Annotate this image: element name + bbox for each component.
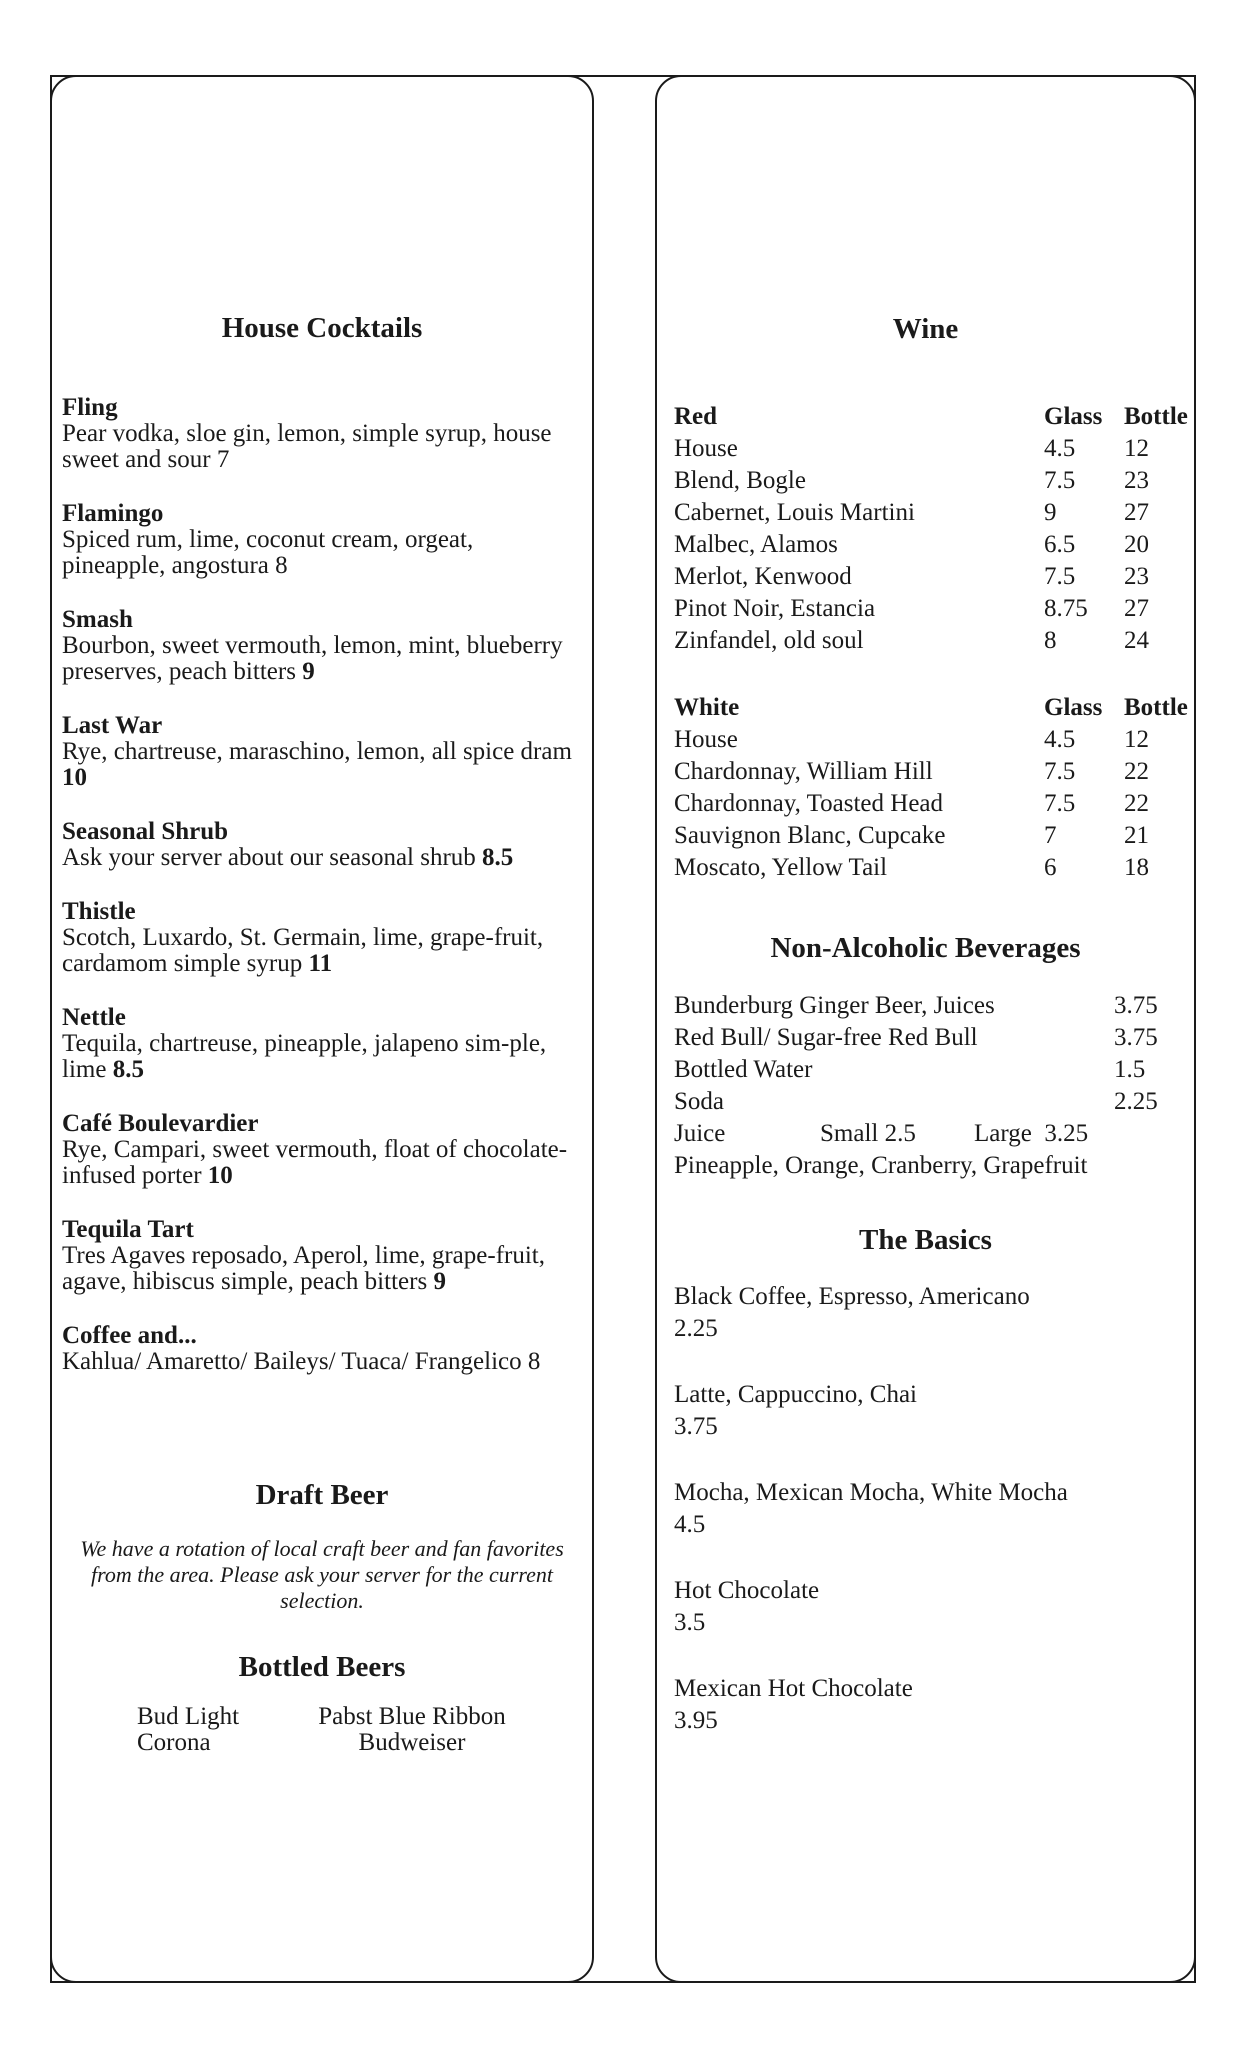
glass-price: 7.5: [1044, 790, 1076, 817]
cocktail-item: [62, 1323, 582, 1375]
bottled-beer-item: Corona: [137, 1729, 211, 1756]
wine-name: Chardonnay, William Hill: [674, 758, 933, 785]
red-wine-row: [674, 465, 1194, 497]
house-cocktails-title: House Cocktails: [221, 312, 423, 344]
cocktail-desc: Rye, chartreuse, maraschino, lemon, all spice dram: [62, 738, 572, 765]
cocktail-name: Café Boulevardier: [62, 1110, 259, 1137]
wine-name: Zinfandel, old soul: [674, 627, 864, 654]
beverage-name: Red Bull/ Sugar-free Red Bull: [674, 1024, 978, 1051]
red-wine-row: [674, 433, 1194, 465]
white-label: White: [674, 694, 740, 721]
juice-row: [674, 1118, 1194, 1150]
juice-label: Juice: [674, 1120, 726, 1147]
cocktail-item: [62, 1217, 582, 1295]
basics-item-name: Black Coffee, Espresso, Americano: [674, 1283, 1030, 1310]
bottle-price: 20: [1124, 531, 1149, 558]
cocktail-name: Thistle: [62, 898, 136, 925]
basics-item-price: 3.95: [674, 1707, 718, 1734]
glass-column-label: Glass: [1044, 694, 1103, 721]
cocktail-name: Nettle: [62, 1004, 126, 1031]
non-alcoholic-row: [674, 1086, 1194, 1118]
basics-item-price: 2.25: [674, 1315, 718, 1342]
cocktail-desc: Kahlua/ Amaretto/ Baileys/ Tuaca/ Frangelico: [62, 1348, 522, 1375]
beverage-name: Bunderburg Ginger Beer, Juices: [674, 992, 995, 1019]
cocktail-item: [62, 899, 582, 977]
red-wine-row: [674, 625, 1194, 657]
bottle-price: 12: [1124, 435, 1149, 462]
basics-item-price: 4.5: [674, 1511, 706, 1538]
bottled-beers-column-1: [137, 1704, 239, 1756]
basics-item-name: Latte, Cappuccino, Chai: [674, 1381, 917, 1408]
cocktail-price: 8: [527, 1348, 541, 1375]
juice-large-price: Large 3.25: [974, 1120, 1089, 1147]
basics-item: [674, 1575, 819, 1639]
red-wine-row: [674, 593, 1194, 625]
beverage-price: 2.25: [1114, 1088, 1158, 1115]
cocktail-name: Flamingo: [62, 500, 164, 527]
cocktail-name: Smash: [62, 606, 133, 633]
glass-price: 6.5: [1044, 531, 1076, 558]
cocktail-price: 9: [433, 1268, 446, 1295]
wine-name: Malbec, Alamos: [674, 531, 838, 558]
red-wine-header-row: [674, 401, 1194, 433]
non-alcoholic-title: Non-Alcoholic Beverages: [770, 932, 1081, 964]
juice-flavors: Pineapple, Orange, Cranberry, Grapefruit: [674, 1152, 1088, 1179]
basics-item: [674, 1477, 1068, 1541]
glass-price: 7: [1044, 822, 1057, 849]
cocktail-name: Coffee and...: [62, 1322, 197, 1349]
cocktail-item: [62, 1005, 582, 1083]
bottled-beers-column-2: [292, 1704, 532, 1756]
white-wine-header-row: [674, 692, 1194, 724]
bottle-price: 22: [1124, 758, 1149, 785]
white-wine-row: [674, 788, 1194, 820]
glass-price: 4.5: [1044, 435, 1076, 462]
bottled-beer-item: Pabst Blue Ribbon: [318, 1703, 506, 1730]
red-wine-row: [674, 561, 1194, 593]
cocktail-name: Fling: [62, 394, 118, 421]
cocktail-desc: Bourbon, sweet vermouth, lemon, mint, blueberry preserves, peach bitters: [62, 632, 563, 685]
bottle-price: 21: [1124, 822, 1149, 849]
cocktail-name: Last War: [62, 712, 163, 739]
cocktail-price: 8: [275, 552, 288, 579]
wine-name: House: [674, 726, 738, 753]
white-wine-row: [674, 724, 1194, 756]
cocktail-desc: Tres Agaves reposado, Aperol, lime, grape-fruit, agave, hibiscus simple, peach bitters: [62, 1242, 545, 1295]
bottle-price: 27: [1124, 499, 1149, 526]
basics-item-price: 3.75: [674, 1413, 718, 1440]
non-alcoholic-row: [674, 990, 1194, 1022]
cocktail-price: 9: [302, 658, 315, 685]
glass-price: 4.5: [1044, 726, 1076, 753]
cocktail-price: 8.5: [112, 1056, 144, 1083]
glass-price: 9: [1044, 499, 1057, 526]
white-wine-row: [674, 820, 1194, 852]
bottle-price: 22: [1124, 790, 1149, 817]
wine-name: Cabernet, Louis Martini: [674, 499, 915, 526]
glass-price: 7.5: [1044, 758, 1076, 785]
cocktail-desc: Ask your server about our seasonal shrub: [62, 844, 476, 871]
red-wine-row: [674, 497, 1194, 529]
white-wine-row: [674, 756, 1194, 788]
non-alcoholic-row: [674, 1054, 1194, 1086]
juice-flavors-row: [674, 1150, 1194, 1182]
cocktail-desc: Rye, Campari, sweet vermouth, float of chocolate-infused porter: [62, 1136, 568, 1189]
cocktail-item: [62, 1111, 582, 1189]
wine-name: Pinot Noir, Estancia: [674, 595, 876, 622]
glass-column-label: Glass: [1044, 403, 1103, 430]
wine-name: House: [674, 435, 738, 462]
glass-price: 6: [1044, 854, 1057, 881]
cocktail-desc: Tequila, chartreuse, pineapple, jalapeno sim-ple, lime: [62, 1030, 547, 1083]
glass-price: 7.5: [1044, 467, 1076, 494]
bottled-beers-title: Bottled Beers: [238, 1651, 406, 1683]
red-wine-row: [674, 529, 1194, 561]
wine-name: Merlot, Kenwood: [674, 563, 852, 590]
right-menu-panel: [655, 75, 1196, 1983]
beverage-name: Bottled Water: [674, 1056, 813, 1083]
juice-small-price: Small 2.5: [820, 1120, 916, 1147]
basics-item-name: Mexican Hot Chocolate: [674, 1675, 913, 1702]
cocktail-item: [62, 395, 582, 473]
beverage-name: Soda: [674, 1088, 724, 1115]
basics-item-name: Hot Chocolate: [674, 1577, 820, 1604]
red-label: Red: [674, 403, 718, 430]
cocktail-item: [62, 501, 582, 579]
bottle-price: 27: [1124, 595, 1149, 622]
cocktail-item: [62, 713, 582, 791]
glass-price: 7.5: [1044, 563, 1076, 590]
bottle-price: 23: [1124, 563, 1149, 590]
bottle-price: 24: [1124, 627, 1149, 654]
cocktail-price: 7: [216, 446, 230, 473]
wine-name: Chardonnay, Toasted Head: [674, 790, 944, 817]
non-alcoholic-row: [674, 1022, 1194, 1054]
basics-item: [674, 1673, 913, 1737]
glass-price: 8.75: [1044, 595, 1088, 622]
bottled-beer-item: Bud Light: [137, 1703, 240, 1730]
cocktail-desc: Scotch, Luxardo, St. Germain, lime, grape-fruit, cardamom simple syrup: [62, 924, 544, 977]
cocktail-price: 10: [207, 1162, 233, 1189]
basics-item: [674, 1379, 917, 1443]
the-basics-title: The Basics: [859, 1224, 992, 1256]
basics-item: [674, 1281, 1030, 1345]
cocktail-name: Seasonal Shrub: [62, 818, 229, 845]
wine-name: Sauvignon Blanc, Cupcake: [674, 822, 946, 849]
bottle-price: 12: [1124, 726, 1149, 753]
wine-name: Moscato, Yellow Tail: [674, 854, 888, 881]
left-menu-panel: [50, 75, 594, 1983]
glass-price: 8: [1044, 627, 1057, 654]
draft-beer-note: We have a rotation of local craft beer and fan favorites from the area. Please ask your server for the current selection.: [80, 1536, 564, 1613]
draft-beer-title: Draft Beer: [255, 1479, 389, 1511]
cocktail-item: [62, 819, 582, 871]
white-wine-row: [674, 852, 1194, 884]
basics-item-price: 3.5: [674, 1609, 706, 1636]
cocktail-desc: Pear vodka, sloe gin, lemon, simple syrup, house sweet and sour: [62, 420, 552, 473]
bottle-column-label: Bottle: [1124, 694, 1188, 721]
bottle-column-label: Bottle: [1124, 403, 1188, 430]
cocktail-price: 10: [62, 764, 87, 791]
bottle-price: 23: [1124, 467, 1149, 494]
bottled-beer-item: Budweiser: [358, 1729, 466, 1756]
cocktail-price: 11: [308, 950, 333, 977]
beverage-price: 3.75: [1114, 1024, 1158, 1051]
wine-name: Blend, Bogle: [674, 467, 806, 494]
cocktail-price: 8.5: [482, 844, 514, 871]
cocktail-item: [62, 607, 582, 685]
cocktail-name: Tequila Tart: [62, 1216, 194, 1243]
beverage-price: 3.75: [1114, 992, 1158, 1019]
wine-title: Wine: [892, 313, 959, 345]
basics-item-name: Mocha, Mexican Mocha, White Mocha: [674, 1479, 1068, 1506]
cocktail-desc: Spiced rum, lime, coconut cream, orgeat, pineapple, angostura: [62, 526, 474, 579]
bottle-price: 18: [1124, 854, 1149, 881]
beverage-price: 1.5: [1114, 1056, 1146, 1083]
